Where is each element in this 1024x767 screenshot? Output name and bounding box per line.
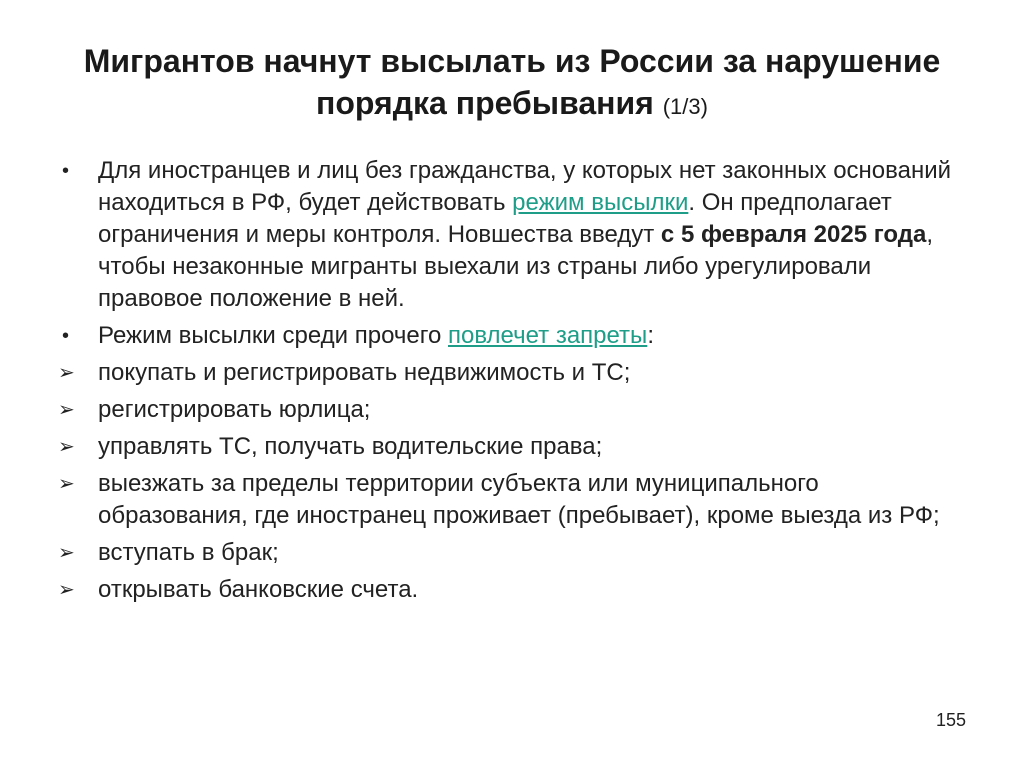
ban-item xyxy=(58,394,958,426)
ban-item xyxy=(58,574,958,606)
ban-text: регистрировать юрлица; xyxy=(98,396,371,423)
bullet-text: : xyxy=(647,322,654,349)
bullet-text: , чтобы незаконные мигранты выехали из страны либо урегулировали правовое положение в ней. xyxy=(98,221,933,312)
bullet-item-bans xyxy=(58,320,958,352)
ban-item xyxy=(58,537,958,569)
ban-item xyxy=(58,468,958,532)
arrow-bullet-icon: ➢ xyxy=(58,399,75,421)
ban-text: покупать и регистрировать недвижимость и ТС; xyxy=(98,359,631,386)
bullet-text: Для иностранцев и лиц без гражданства, у которых нет законных оснований находиться в РФ, будет действовать xyxy=(98,157,952,216)
ban-text: вступать в брак; xyxy=(98,539,279,566)
bullet-marker: • xyxy=(62,160,70,182)
page-number: 155 xyxy=(935,710,966,730)
arrow-bullet-icon: ➢ xyxy=(58,473,75,495)
ban-item xyxy=(58,357,958,389)
arrow-bullet-icon: ➢ xyxy=(58,579,75,601)
title-part-indicator: (1/3) xyxy=(662,94,708,119)
arrow-bullet-icon: ➢ xyxy=(58,362,75,384)
ban-text: выезжать за пределы территории субъекта или муниципального образования, где иностранец проживает (пребывает), кроме выезда из РФ; xyxy=(98,470,940,529)
link-exile-regime[interactable]: режим высылки xyxy=(512,189,689,216)
arrow-bullet-icon: ➢ xyxy=(58,436,75,458)
arrow-bullet-icon: ➢ xyxy=(58,542,75,564)
title-main: Мигрантов начнут высылать из России за нарушение порядка пребывания xyxy=(83,43,941,121)
link-bans[interactable]: повлечет запреты xyxy=(448,322,648,349)
slide-title xyxy=(60,40,964,128)
bullet-text: Режим высылки среди прочего xyxy=(98,322,448,349)
bullet-marker: • xyxy=(62,325,70,347)
ban-text: управлять ТС, получать водительские права; xyxy=(98,433,603,460)
bullet-item-exile-regime xyxy=(58,155,958,315)
ban-text: открывать банковские счета. xyxy=(98,576,419,603)
effective-date: с 5 февраля 2025 года xyxy=(660,221,927,248)
slide-content xyxy=(58,155,958,611)
bullet-text: . Он предполагает ограничения и меры контроля. Новшества введут xyxy=(98,189,892,248)
ban-item xyxy=(58,431,958,463)
